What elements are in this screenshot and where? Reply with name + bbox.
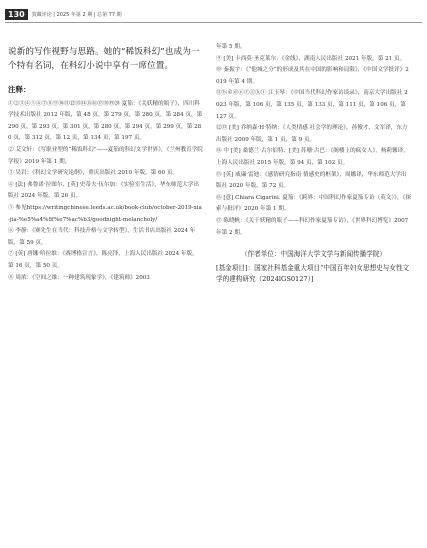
note: ④ [法] 弗鲁诺·拉图尔、[英] 史蒂夫·伍尔加：《实验室生活》，华东师范大学出版社 2024 年版，第 26 页。 <box>8 181 200 200</box>
author-affiliation: （作者单位：中国海洋大学文学与新闻传播学院） <box>240 250 387 259</box>
note: ⑯ [意] Chiara Cigarini. 夏笳：《跨界：中国科幻作家夏笳专访（英文）》，《探索与批评》2020 年第 1 期。 <box>216 194 411 213</box>
note: ③ 吴岩：《科幻文学研究论纲》，重庆出版社 2010 年版，第 60 页。 <box>8 170 179 177</box>
note: ⑮ [英] 威廉·雷迪：《感情研究指南 情感史的框架》，周娜译，华东师范大学出版社 2020 年版，第 72 页。 <box>216 171 407 190</box>
note: ⑫⑬ [美] 乔纳森·H·特纳：《人类情感 社会学的理论》，孙俊才、文军译，东方出版社 2009 年版，第 1 页，第 9 页。 <box>216 125 408 143</box>
page-number: 130 <box>5 9 28 20</box>
note-url: ⑤ 参见https://writingchinese.leeds.ac.uk/book-club/october-2019-xia-jia-%e5%a4%8f%e7%ac%b3/goodnight-melancholy/ <box>8 204 202 223</box>
right-column <box>216 30 411 285</box>
body-paragraph: 说新的写作视野与思路。她的“稀饭科幻”也成为一个特有名词，在科幻小说中享有一席位置。 <box>8 47 200 71</box>
note: ⑪ⓑ©ⓓⓔⓕⓖⓗⓘ 江玉琴：《中国当代科幻作家访谈录》，南京大学出版社 2023 年版，第 106 页，第 135 页，第 133 页，第 111 页，第 106 页，第 127 页。 <box>216 90 408 120</box>
header-rule <box>5 22 422 23</box>
note: ①②③④⑤⑥⑦⑧⑨⑩⑪⑫⑬⑭⑮⑯⑰⑱⑲⑳ 夏笳：《关妖精的瓶子》，四川科学技术出版社 2012 年版，第 48 页，第 279 页，第 280 页，第 284 页，第 290 页，第 293 页，第 301 页，第 280 页，第 294 页，第 299 页，第 280 页，第 312 页，第 12 页，第 134 页，第 197 页。 <box>8 100 203 142</box>
note: ⑧ 周浓：《空间之维：一种建筑现象学》，《建筑师》2003 <box>8 274 150 281</box>
note: ⑰ 陈晓帆：《关于妖精的瓶子——科幻作家夏笳专访》，《世界科幻博览》2007 年第 2 期。 <box>216 217 409 236</box>
fund-statement: [基金项目]：国家社科基金重大项目“中国百年妇女思想史与女性文学的建构研究（2024lGS0127）] <box>216 264 410 284</box>
left-column <box>8 30 203 284</box>
note: ⑦ [英] 唐娜·哈拉维：《赛博格宣言》，陈亮泽，上海人民出版社 2024 年版，第 16 页，第 50 页。 <box>8 251 198 269</box>
note: ⑭ 中 [美] 桑德兰·古尔伯特、[美] 苏珊·古巴：《阁楼上的疯女人》，杨莉馨译，上海人民出版社 2015 年版，第 94 页，第 102 页。 <box>216 148 409 166</box>
note: 年第 5 期。 <box>216 44 246 50</box>
note: ⑨ [美] 卡西莫·圣克莱尔：《金线》，湖南人民出版社 2021 年版，第 21 页。 <box>216 55 406 62</box>
journal-info: 賀藏评论 | 2025 年第 2 期 | 总第 77 期 <box>31 11 122 18</box>
note: ⑥ 李静：《赛先生在当代：科技升格与文学转型》，生活书店出版社 2024 年版，第 59 页。 <box>8 228 196 246</box>
notes-title: 注释： <box>8 84 31 94</box>
note: ② 艾文轩：《写职业型的“稀饭科幻”——夏笳的科幻文学世界》，《兰州教育学院学报》2019 年第 1 期。 <box>8 146 203 165</box>
note: ⑩ 秦振宇：《“他城之分”的形成及其在中国的影响和局限》，《中国文学批评》2019 年第 4 期。 <box>216 67 409 85</box>
page-header <box>5 8 122 20</box>
